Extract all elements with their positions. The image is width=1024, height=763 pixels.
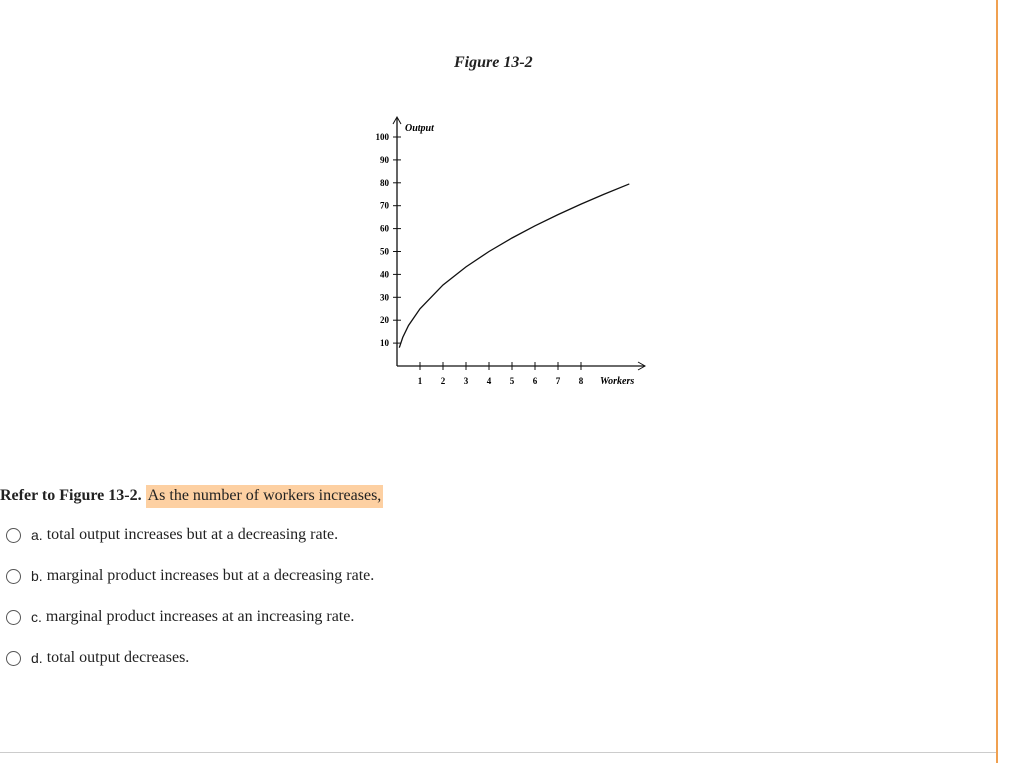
option-text: marginal product increases at an increasing rate. [45,608,355,625]
y-tick-label: 50 [380,246,389,257]
question [0,487,383,505]
option-b[interactable] [6,567,374,585]
option-a[interactable] [6,526,338,544]
x-tick-label: 7 [555,376,561,386]
x-tick-label: 2 [440,376,446,386]
y-tick-label: 70 [380,200,389,211]
x-tick-label: 3 [463,376,469,386]
radio-button[interactable] [6,528,21,543]
option-letter: c. [31,609,42,625]
y-tick-label: 10 [380,338,389,349]
output-curve [399,184,629,348]
option-letter: b. [31,568,43,584]
option-text: marginal product increases but at a decreasing rate. [46,567,375,584]
option-d[interactable] [6,649,189,667]
radio-button[interactable] [6,610,21,625]
y-tick-label: 90 [380,154,389,165]
x-axis-label: Workers [600,376,635,387]
x-tick-label: 1 [417,376,423,386]
option-c[interactable] [6,608,354,626]
y-tick-label: 30 [380,292,389,303]
y-axis-label: Output [405,123,434,134]
option-text: total output decreases. [46,649,190,666]
y-tick-label: 100 [375,132,389,142]
option-letter: d. [31,650,43,666]
divider [0,752,996,753]
x-tick-label: 4 [486,376,492,386]
radio-button[interactable] [6,569,21,584]
y-tick-label: 60 [380,223,389,234]
question-text-highlighted: As the number of workers increases, [146,485,384,508]
x-tick-label: 6 [532,376,538,386]
y-tick-label: 40 [380,269,389,280]
question-prefix: Refer to Figure 13-2. [0,487,142,504]
option-letter: a. [31,527,43,543]
y-tick-label: 80 [380,177,389,188]
radio-button[interactable] [6,651,21,666]
x-tick-label: 5 [509,376,515,386]
option-text: total output increases but at a decreasing rate. [46,526,339,543]
y-tick-label: 20 [380,315,389,326]
x-tick-label: 8 [578,376,584,386]
figure-title: Figure 13-2 [454,54,533,71]
